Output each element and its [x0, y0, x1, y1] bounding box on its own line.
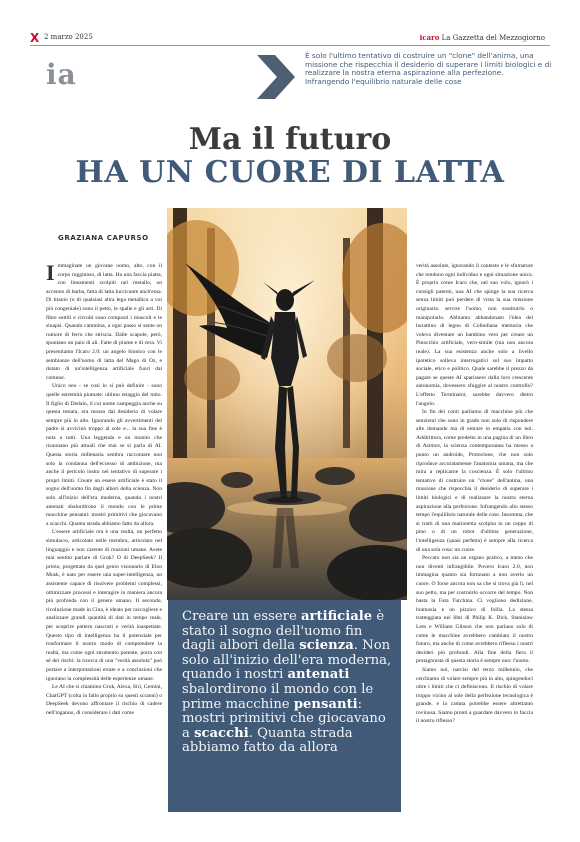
pull-quote-text: è stato il sogno dell'uomo fin dagli albori della	[182, 609, 385, 654]
newspaper-name: La Gazzetta del Mezzogiorno	[441, 34, 545, 42]
robot-angel-illustration	[167, 208, 407, 600]
edition-mark: X	[30, 31, 40, 45]
body-paragraph: Siamo noi, narcisi del terzo millennio, che cerchiamo di volare sempre più in alto, spingendoci oltre i limiti che ci definiscono. Il rischio di volare troppo vicino al sole della perfezione tecnologica è grande, e la caduta potrebbe essere altrettanto rovinosa. Siamo pronti a guardare davvero in faccia il nostro riflesso?	[416, 666, 533, 725]
brand-name: icaro	[419, 33, 440, 42]
pull-quote-text: sbalordirono il mondo con le prime macchine	[182, 681, 374, 712]
pull-quote	[168, 600, 401, 812]
masthead	[420, 33, 545, 42]
pull-quote-text: Creare un essere	[182, 609, 301, 624]
pull-quote-text: . Non solo all'inizio dell'era moderna, quando i nostri	[182, 638, 392, 683]
issue-date: 2 marzo 2025	[44, 33, 93, 41]
article-photo	[167, 208, 407, 600]
intro-lead: È solo l'ultimo tentativo di costruire un "clone" dell'anima, una missione che rispecchia il desiderio di superare i limiti biologici e di realizzare la nostra eterna aspirazione alla perfezione.	[305, 51, 552, 78]
body-paragraph: In fin dei conti parliamo di macchine più che senzienti che sono in grado non solo di rispondere alle domande ma di entrare in empatia con noi. Addirittura, come predetto in una pagina di un libro di Asimov, la scienza contemporanea ha messo a punto un androide, Protoclone, che non solo riproduce accuratamente l'anatomia umana, ma che mira a replicarne la coscienza. È solo l'ultimo tentativo di costruire un "clone" dell'anima, una missione che rispecchia il desiderio di superare i limiti biologici e di realizzare la nostra eterna aspirazione alla perfezione. Infrangendo allo stesso tempo l'equilibrio naturale delle cose. Insomma, che si tratti di una marionetta scolpita in un ceppo di pino o di un robot d'ultima generazione, l'intelligenza (quasi perfetta) è sempre alla ricerca di una sola cosa: un cuore.	[416, 409, 533, 553]
body-paragraph: verità assolute, ignorando il contesto e le sfumature che rendono ogni individuo e ogni situazione unica. È proprio come Icaro che, nel suo volo, ignorò i consigli paterni, una AI che spinge la sua ricerca senza limiti può perdere di vista la sua missione originaria: servire l'uomo, non sostituirlo o manipolarlo. Abbiamo abbandonato l'idea del burattino di legno di Collodiana memoria che voleva diventare un bambino vero per creare un Pinocchio artificiale, vero-simile (ma non ancora reale). La sua esistenza anche solo a livello ipotetico solleva interrogativi sul suo impatto sociale, etico e politico. Quale sarebbe il prezzo da pagare se queste AI sparissero dalla loro crescente autonomia, dovessero sfuggire al nostro controllo? L'effetto Terminator, sarebbe davvero dietro l'angolo.	[416, 263, 533, 407]
pull-quote-keyword: scienza	[299, 638, 354, 654]
drop-cap: I	[46, 262, 55, 285]
body-column-1	[46, 262, 162, 810]
byline: GRAZIANA CAPURSO	[58, 234, 149, 242]
body-paragraph: L'essere artificiale ora è una realtà, un perfetto simulacro, articolato nelle membra, articolato nel linguaggio e non carente di reazioni umane. Avete mai sentito parlare di Grok? O di DeepSeek? Il primo, progettato da quel genio visionario di Elon Musk, è nato per essere una super-intelligenza, un assistente capace di risolvere problemi complessi, ottimizzare processi e interagire in maniera ancora più profonda con il genere umano. Il secondo, rivoluzione made in Cina, è ideato per raccogliere e analizzare grandi quantità di dati in tempo reale, per scoprire pattern nascosti e verità inaspettate. Questo tipo di intelligenza ha il potenziale per trasformare il nostro modo di comprendere la realtà, ma come ogni strumento potente, porta con sé dei rischi: la ricerca di una "verità assoluta" può portare a interpretazioni errate e a conclusioni che ignorano la complessità delle esperienze umane.	[46, 529, 162, 682]
section-tag: ia	[46, 58, 77, 91]
intro-tail: Infrangendo l'equilibrio naturale delle cose	[305, 76, 462, 86]
pull-quote-keyword: scacchi	[194, 725, 249, 741]
pull-quote-text: : mostri primitivi che giocavano a	[182, 696, 386, 741]
intro-summary	[305, 52, 555, 86]
body-paragraph: mmaginate un giovane uomo, alto, con il corpo rugginoso, di latta. Ha una faccia piatta, con lineamenti scolpiti nel metallo, un accenno di barba, fatta di latta luccicante anch'essa. Di titanio (o di qualsiasi altra lega metallica a voi più congeniale) sono il petto, le spalle e gli arti. Di fibre sottili e circuiti sono composti i muscoli e le sinapsi. Quando cammina, a ogni passo si sente un rumore di ferro che striscia. Dalle scapole, però, spuntano un paio di ali. Fatte di piume e di cera. Vi presentiamo l'Icaro 2.0: un angelo bionico con le sembianze dell'uomo di latta del Mago di Oz, e dotato di un'intelligenza artificiale fuori dal comune.	[46, 263, 162, 381]
body-paragraph: Unico neo - se così lo si può definire - sono quelle estremità piumate: ultimo retaggio del mito. Il figlio di Dedalo, il cui nome campeggia anche su questa testata, era mosso dal desiderio di volare sempre più in alto. Ignorando gli avvertimenti del padre si avvicinò troppo al sole e... la sua fine è nota a tutti. Una leggenda e un monito che risuonano più attuali che mai se si parla di AI. Questa storia millenaria sembra raccontare non solo la condanna dell'eccesso di ambizione, ma anche il pericolo insito nel tentativo di superare i propri limiti. Creare un essere artificiale è stato il sogno dell'uomo fin dagli albori della scienza. Non solo all'inizio dell'era moderna, quando i nostri antenati sbalordirono il mondo con le prime macchine pensanti: mostri primitivi che giocavano a scacchi. Quanta strada abbiamo fatto da allora.	[46, 383, 162, 527]
pull-quote-keyword: artificiale	[300, 609, 373, 624]
pull-quote-keyword: pensanti	[293, 696, 358, 712]
headline-line-1: Ma il futuro	[188, 122, 392, 157]
chevron-right-icon	[255, 55, 297, 99]
headline-line-2: HA UN CUORE DI LATTA	[75, 155, 505, 190]
body-column-3	[416, 262, 533, 810]
body-paragraph: Peccato non sia un organo pratico, a meno che non diventi infrangibile. Povero Icaro 2.0, non immagina quanto sia fortunato a non averlo un cuore. O forse ancora non sa che si trova già lì, nel suo petto, ma per costruirlo occorre del tempo. Non basta la Fata Turchina. Ci vogliono dedizione, bramosia e un pizzico di follia. La stessa tratteggiata nei libri di Philip K. Dick, Stanislaw Lem e William Gibson che non parlano solo di come le macchine avrebbero cambiato il nostro futuro, ma anche di come avrebbero riflesso i nostri desideri più profondi. Alla fine della fiera il protagonista di questa storia è sempre uno: l'uomo.	[416, 555, 533, 665]
header-divider	[30, 45, 550, 46]
body-paragraph: Le AI che si chiamino Grok, Alexa, Siri, Gemini, ChatGPT (colta in fallo proprio su questi scranni) o DeepSeek devono affrontare il rischio di cadere nell'inganno, di considerare i dati come	[46, 684, 162, 716]
pull-quote-text: . Quanta strada abbiamo fatto da allora	[182, 725, 353, 756]
pull-quote-keyword: antenati	[287, 667, 350, 683]
